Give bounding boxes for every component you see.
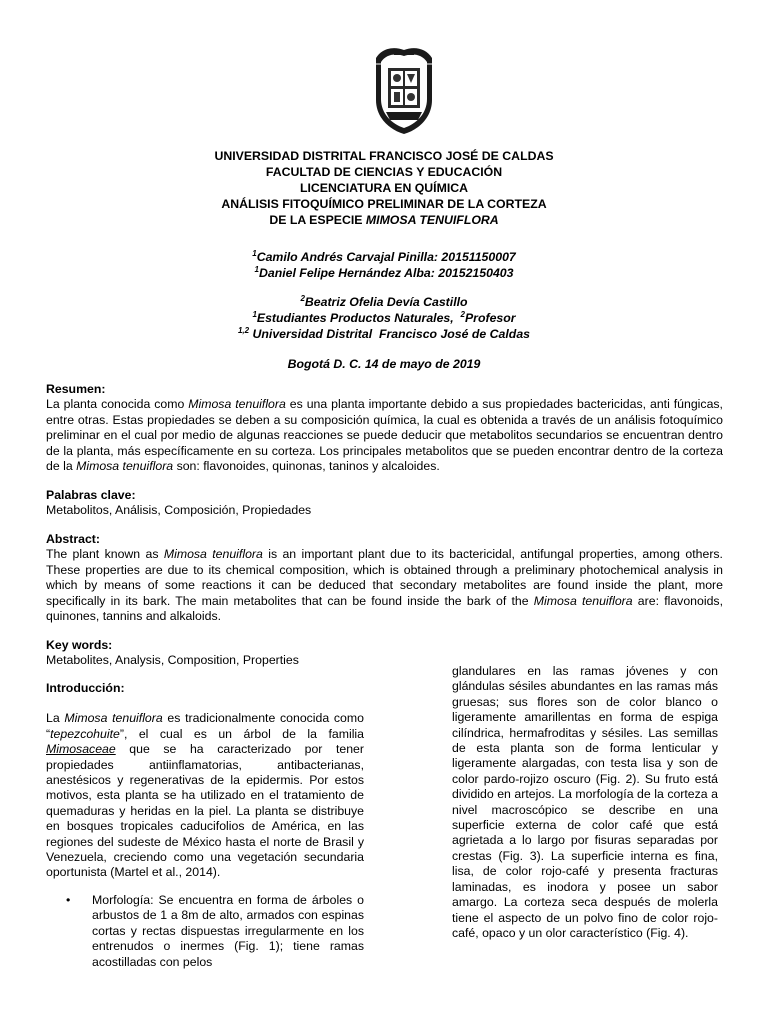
abstract-section bbox=[46, 532, 723, 624]
introduccion-heading: Introducción: bbox=[46, 681, 125, 695]
keywords-text: Metabolites, Analysis, Composition, Properties bbox=[46, 653, 299, 668]
morfologia-bullet bbox=[46, 893, 364, 970]
author-2-sup: 1 bbox=[254, 265, 259, 274]
resumen-heading: Resumen: bbox=[46, 382, 106, 396]
paper-header bbox=[120, 148, 648, 228]
program-name: LICENCIATURA EN QUÍMICA bbox=[299, 181, 469, 195]
introduccion-text: La Mimosa tenuiflora es tradicionalmente conocida como “tepezcohuite”, el cual es un árbol de la familia Mimosaceae que se ha caracterizado por tener propiedades antiinflamatorias, antibacterianas, anestésicos y regenerativas de la epidermis. Por estos motivos, esta planta se ha utilizado en el tratamiento de quemaduras y heridas en la piel. La planta se distribuye en bosques tropicales caducifolios de América, en las regiones del sudeste de México hasta el norte de Brasil y Venezuela, creciendo como una vegetación secundaria oportunista (Martel et al., 2014). bbox=[46, 711, 364, 880]
author-2 bbox=[120, 265, 648, 281]
abstract-heading: Abstract: bbox=[46, 532, 100, 546]
palabras-clave-heading: Palabras clave: bbox=[46, 488, 136, 502]
professor-name: Beatriz Ofelia Devía Castillo bbox=[304, 295, 468, 309]
paper-title-line2 bbox=[120, 212, 648, 228]
introduccion-section bbox=[46, 681, 364, 881]
abstract-text: The plant known as Mimosa tenuiflora is an important plant due to its bactericidal, antifungal properties, among others. These properties are due to its chemical composition, which is obtained through a preliminary photochemical analysis in which by means of some reactions it can be deduced that secondary metabolites are found inside the plant, more specifically in its bark. The main metabolites that can be found inside the bark of the Mimosa tenuiflora are: flavonoids, quinones, tannins and alkaloids. bbox=[46, 547, 723, 624]
author-1-sup: 1 bbox=[252, 249, 257, 258]
author-1-text: Camilo Andrés Carvajal Pinilla: 20151150007 bbox=[256, 250, 516, 264]
paper-date: Bogotá D. C. 14 de mayo de 2019 bbox=[287, 357, 481, 371]
roles-sup-1: 1 bbox=[252, 310, 257, 319]
resumen-section bbox=[46, 382, 723, 474]
palabras-clave-section bbox=[46, 488, 723, 519]
roles-text-1: Estudiantes Productos Naturales, bbox=[256, 311, 461, 325]
title-species: MIMOSA TENUIFLORA bbox=[365, 213, 499, 227]
roles-text-2: Profesor bbox=[464, 311, 516, 325]
morfologia-text: Morfología: Se encuentra en forma de árboles o arbustos de 1 a 8m de alto, armados con espinas cortas y rectas dispuestas irregularmente en los entrenudos o inermes (Fig. 1); tiene ramas acostilladas con pelos bbox=[92, 893, 364, 969]
author-2-text: Daniel Felipe Hernández Alba: 20152150403 bbox=[258, 266, 514, 280]
professor-sup: 2 bbox=[300, 294, 305, 303]
keywords-heading: Key words: bbox=[46, 638, 113, 652]
institution-name: Universidad Distrital Francisco José de Caldas bbox=[249, 327, 530, 341]
institution-line bbox=[120, 326, 648, 342]
author-list bbox=[120, 249, 648, 281]
affiliations bbox=[120, 294, 648, 342]
professor-line bbox=[120, 294, 648, 310]
roles-sup-2: 2 bbox=[460, 310, 465, 319]
right-column-text: glandulares en las ramas jóvenes y con glándulas sésiles abundantes en las ramas más gruesas; sus flores son de color blanco o ligeramente amarillentas en forma de espiga cilíndrica, hermafroditas y sésiles. Las semillas de esta planta son de forma lenticular y ligeramente alargadas, con testa lisa y son de color pardo-rojizo oscuro (Fig. 2). Su fruto está dividido en artejos. La morfología de la corteza a nivel macroscópico se describe en una superficie externa de color café que está agrietada a lo largo por fisuras separadas por crestas (Fig. 3). La superficie interna es fina, lisa, de color rojo-café y presenta fracturas laminadas, es inodora y posee un sabor amargo. La corteza seca después de molerla tiene el aspecto de un polvo fino de color rojo-café, opaco y un olor característico (Fig. 4). bbox=[452, 664, 718, 940]
faculty-name: FACULTAD DE CIENCIAS Y EDUCACIÓN bbox=[265, 165, 503, 179]
institution-sup: 1,2 bbox=[237, 326, 250, 335]
resumen-text: La planta conocida como Mimosa tenuiflora es una planta importante debido a sus propiedades bactericidas, anti fúngicas, entre otras. Estas propiedades se deben a su composición química, la cual es obtenida a través de un análisis fotoquímico preliminar en el cual por medio de algunas reacciones se puede deducir que metabolitos secundarios se encuentran dentro de la planta, más específicamente en su corteza. Los principales metabolitos que se pueden encontrar dentro de la corteza de la Mimosa tenuiflora son: flavonoides, quinonas, taninos y alcaloides. bbox=[46, 397, 723, 474]
university-name: UNIVERSIDAD DISTRITAL FRANCISCO JOSÉ DE CALDAS bbox=[214, 149, 554, 163]
university-crest-logo bbox=[372, 44, 436, 136]
title-prefix: DE LA ESPECIE bbox=[269, 213, 366, 227]
bullet-mark: • bbox=[66, 893, 71, 907]
palabras-clave-text: Metabolitos, Análisis, Composición, Propiedades bbox=[46, 503, 312, 518]
roles-line bbox=[120, 310, 648, 326]
author-1 bbox=[120, 249, 648, 265]
paper-title-line1: ANÁLISIS FITOQUÍMICO PRELIMINAR DE LA CORTEZA bbox=[221, 197, 547, 211]
